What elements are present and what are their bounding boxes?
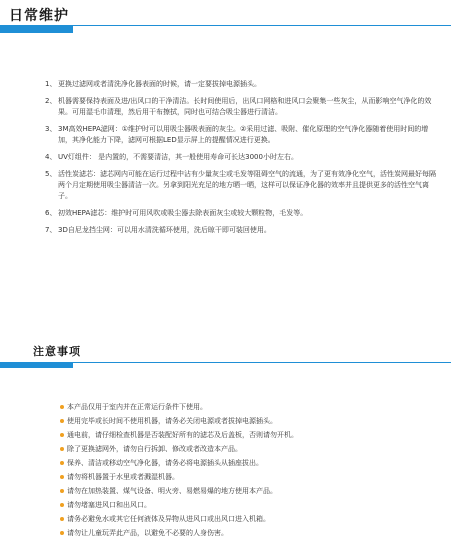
list-item: 请勿让儿童玩弄此产品，以避免不必要的人身伤害。 [60, 528, 440, 538]
list-item: 除了更换滤网外，请勿自行拆卸、修改或者改造本产品。 [60, 444, 440, 454]
bullet-dot-icon [60, 433, 64, 437]
list-item: 请勿在加热装置、煤气设备、明火旁、易燃易爆的地方使用本产品。 [60, 486, 440, 496]
section-title-precautions: 注意事项 [33, 345, 81, 358]
bullet-dot-icon [60, 475, 64, 479]
list-item: 4、 UV灯组件： 是内置的，不需要清洁，其一般使用寿命可长达3000小时左右。 [45, 153, 298, 161]
section-title-maintenance: 日常维护 [9, 8, 69, 24]
list-item: 请勿堵塞进风口和出风口。 [60, 500, 440, 510]
list-item: 请务必避免水或其它任何液体及异物从进风口或出风口进入机箱。 [60, 514, 440, 524]
list-item: 5、 活性炭滤芯：滤芯网内可能在运行过程中沾有少量灰尘或毛发等阻碍空气的流通，为了更有效净化空气，活性炭网最好每隔两个月定期使用吸尘器清洁一次。另拿到阳光充足的地方晒一晒，这样可以保证净化器的效率并且提供更多的活性空气离子。 [45, 170, 436, 200]
list-item: 使用完毕或长时间不使用机器，请务必关闭电源或者拔掉电源插头。 [60, 416, 440, 426]
bullet-dot-icon [60, 447, 64, 451]
list-item: 本产品仅用于室内并在正常运行条件下使用。 [60, 402, 440, 412]
list-item: 保养、清洁或移动空气净化器，请务必将电源插头从插座拔出。 [60, 458, 440, 468]
list-item: 通电前，请仔细检查机器是否装配好所有的滤芯及后盖板，否则请勿开机。 [60, 430, 440, 440]
bullet-dot-icon [60, 517, 64, 521]
bullet-dot-icon [60, 419, 64, 423]
precautions-list [60, 402, 440, 542]
section-accent-bar [0, 26, 73, 33]
list-item: 7、 3D自尼龙挡尘网：可以用水清洗循环使用，洗后晾干即可装回使用。 [45, 226, 271, 234]
list-item: 3、 3M高效HEPA滤网：①维护时可以用吸尘器吸表面的灰尘。②采用过滤、吸附、催化原理的空气净化器随着使用时间的增加，其净化能力下降，滤网可根据LED显示屏上的提醒情况进行更换。 [45, 125, 429, 144]
list-item: 6、 初效HEPA滤芯：维护时可用风吹或吸尘器去除表面灰尘或较大颗粒物，毛发等。 [45, 209, 308, 217]
maintenance-list [45, 79, 440, 242]
bullet-dot-icon [60, 461, 64, 465]
section-accent-bar [0, 363, 73, 368]
list-item: 请勿将机器置于水里或者溅湿机器。 [60, 472, 440, 482]
list-item: 2、 机器需要保持表面及进/出风口的干净清洁。长时间使用后，出风口网格和进风口会聚集一些灰尘，从而影响空气净化的效果。可用湿毛巾清理，然后用干布擦拭，同时也可结合吸尘器进行清洁。 [45, 97, 432, 116]
bullet-dot-icon [60, 503, 64, 507]
list-item: 1、 更换过滤网或者清洗净化器表面的时候，请一定要拔掉电源插头。 [45, 80, 261, 88]
bullet-dot-icon [60, 405, 64, 409]
bullet-dot-icon [60, 489, 64, 493]
bullet-dot-icon [60, 531, 64, 535]
